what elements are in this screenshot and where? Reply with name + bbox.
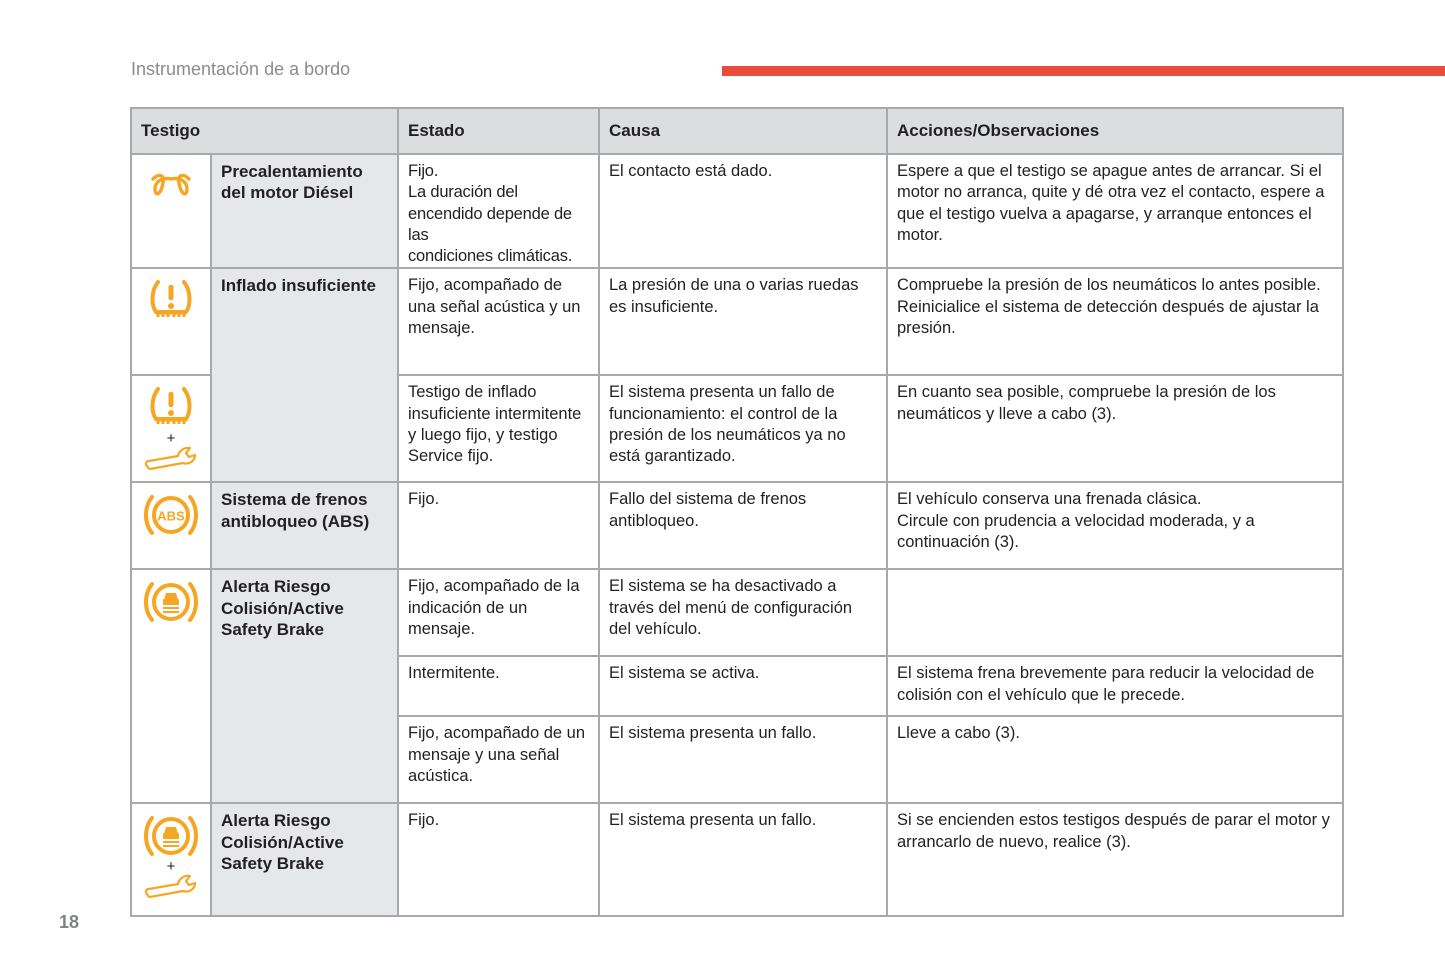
icon-cell — [131, 482, 211, 569]
estado-line: La duración del — [408, 183, 518, 202]
icon-cell — [131, 803, 211, 916]
acciones-line: Circule con prudencia a velocidad moderada, y a continuación (3). — [897, 511, 1255, 552]
causa-cell: El sistema se activa. — [599, 656, 887, 716]
column-header-causa: Causa — [599, 108, 887, 154]
icon-cell — [131, 268, 211, 375]
column-header-testigo: Testigo — [131, 108, 398, 154]
estado-cell: Fijo. — [398, 482, 599, 569]
causa-cell: Fallo del sistema de frenos antibloqueo. — [599, 482, 887, 569]
table-row — [131, 154, 1343, 268]
table-row — [131, 268, 1343, 375]
estado-cell: Testigo de inflado insuficiente intermitente y luego fijo, y testigo Service fijo. — [398, 375, 599, 482]
causa-cell: El sistema presenta un fallo. — [599, 716, 887, 803]
table-header-row — [131, 108, 1343, 154]
wrench-icon — [144, 874, 198, 898]
causa-cell: El contacto está dado. — [599, 154, 887, 268]
abs-icon — [142, 493, 200, 537]
table-row — [131, 482, 1343, 569]
acciones-cell: Espere a que el testigo se apague antes de arrancar. Si el motor no arranca, quite y dé otra vez el contacto, espere a que el testigo vuelva a apagarse, y arranque entonces el motor. — [887, 154, 1343, 268]
causa-cell: El sistema presenta un fallo. — [599, 803, 887, 916]
estado-cell: Fijo, acompañado de la indicación de un mensaje. — [398, 569, 599, 656]
tire-pressure-icon — [148, 386, 194, 430]
warning-name: Inflado insuficiente — [211, 268, 398, 482]
icon-cell — [131, 154, 211, 268]
tire-pressure-icon — [148, 279, 194, 323]
plus-sign: + — [166, 430, 176, 448]
acciones-line: Reinicialice el sistema de detección después de ajustar la presión. — [897, 297, 1319, 338]
warning-name: Sistema de frenos antibloqueo (ABS) — [211, 482, 398, 569]
acciones-cell: Lleve a cabo (3). — [887, 716, 1343, 803]
estado-line: encendido depende de las — [408, 204, 572, 244]
abs-icon-text: ABS — [157, 508, 185, 524]
estado-cell — [398, 154, 599, 268]
causa-cell: La presión de una o varias ruedas es insuficiente. — [599, 268, 887, 375]
warning-name: Precalentamiento del motor Diésel — [211, 154, 398, 268]
estado-cell: Fijo. — [398, 803, 599, 916]
acciones-cell: Si se encienden estos testigos después de parar el motor y arrancarlo de nuevo, realice (3). — [887, 803, 1343, 916]
icon-cell — [131, 375, 211, 482]
header-accent-bar — [722, 66, 1445, 76]
acciones-cell — [887, 482, 1343, 569]
warning-name: Alerta Riesgo Colisión/Active Safety Brake — [211, 569, 398, 803]
estado-cell: Fijo, acompañado de un mensaje y una señal acústica. — [398, 716, 599, 803]
collision-alert-icon — [142, 814, 200, 858]
estado-line: condiciones climáticas. — [408, 247, 573, 266]
glow-plug-icon — [151, 173, 191, 199]
warning-lights-table — [130, 107, 1344, 917]
page-number: 18 — [59, 912, 80, 932]
column-header-estado: Estado — [398, 108, 599, 154]
table-row — [131, 803, 1343, 916]
causa-cell: El sistema se ha desactivado a través del menú de configuración del vehículo. — [599, 569, 887, 656]
estado-cell: Intermitente. — [398, 656, 599, 716]
estado-cell: Fijo, acompañado de una señal acústica y un mensaje. — [398, 268, 599, 375]
acciones-cell — [887, 268, 1343, 375]
collision-alert-icon — [142, 580, 200, 624]
warning-name: Alerta Riesgo Colisión/Active Safety Brake — [211, 803, 398, 916]
icon-cell — [131, 569, 211, 803]
acciones-cell — [887, 569, 1343, 656]
acciones-cell: El sistema frena brevemente para reducir la velocidad de colisión con el vehículo que le precede. — [887, 656, 1343, 716]
estado-line: Fijo. — [408, 162, 439, 180]
acciones-line: El vehículo conserva una frenada clásica. — [897, 490, 1202, 509]
column-header-acciones: Acciones/Observaciones — [887, 108, 1343, 154]
acciones-line: Compruebe la presión de los neumáticos lo antes posible. — [897, 276, 1321, 295]
causa-cell: El sistema presenta un fallo de funcionamiento: el control de la presión de los neumáticos ya no está garantizado. — [599, 375, 887, 482]
section-title: Instrumentación de a bordo — [131, 59, 351, 79]
plus-sign: + — [166, 858, 176, 876]
wrench-icon — [144, 446, 198, 470]
table-row — [131, 569, 1343, 656]
acciones-cell: En cuanto sea posible, compruebe la presión de los neumáticos y lleve a cabo (3). — [887, 375, 1343, 482]
